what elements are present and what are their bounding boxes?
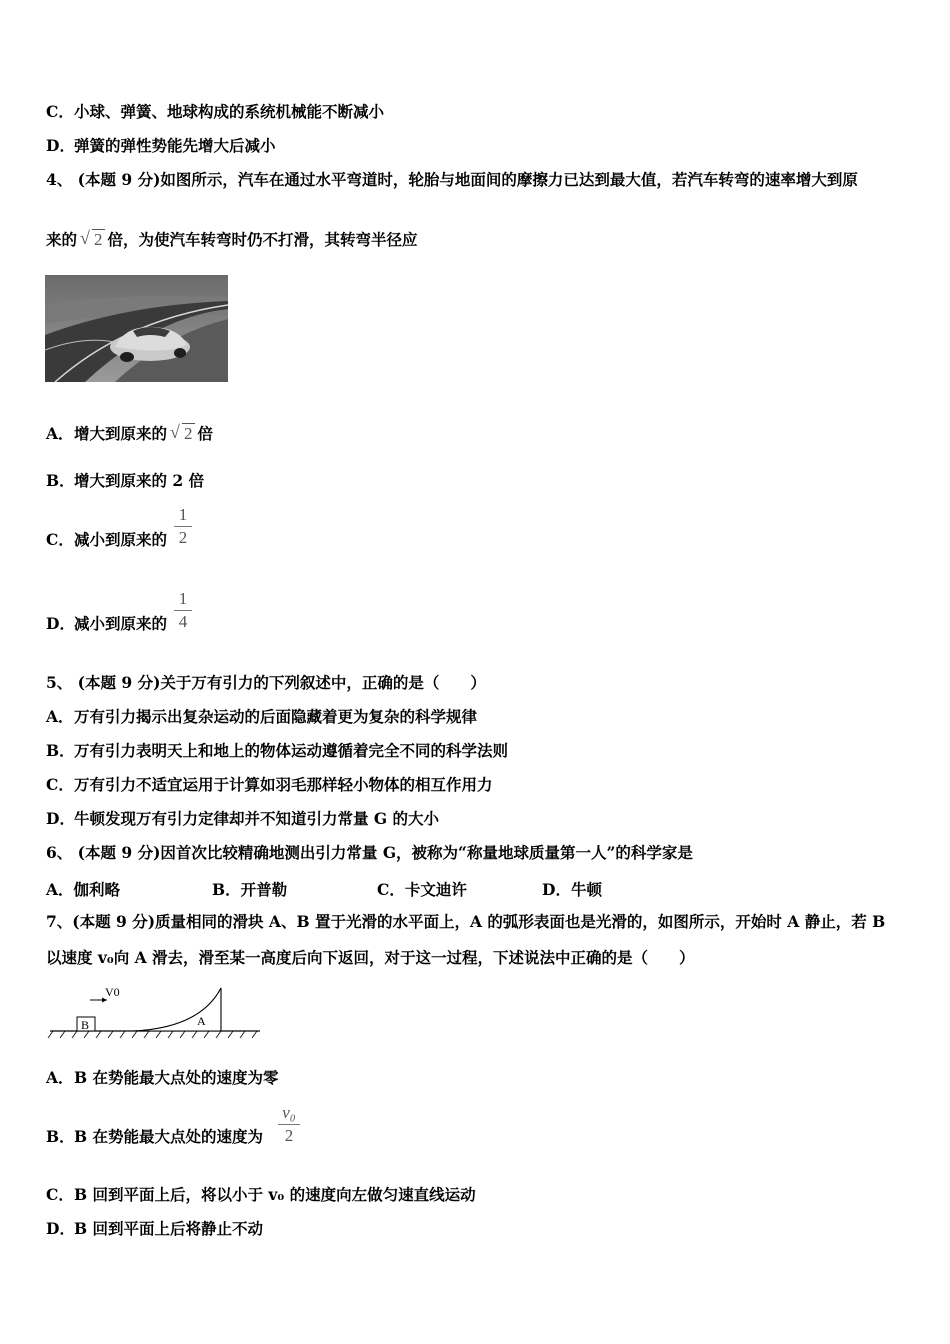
option-label: B． xyxy=(46,471,75,490)
option-text: B 回到平面上后，将以小于 v₀ 的速度向左做匀速直线运动 xyxy=(74,1185,476,1204)
sqrt-expression: √ 2 xyxy=(80,228,103,249)
q4-option-b xyxy=(46,471,204,491)
option-text: 减小到原来的 xyxy=(74,530,168,549)
sliding-blocks-diagram xyxy=(45,980,265,1042)
option-text: B 在势能最大点处的速度为零 xyxy=(74,1068,279,1087)
option-text: 增大到原来的 2 倍 xyxy=(74,471,205,490)
option-text: 万有引力揭示出复杂运动的后面隐藏着更为复杂的科学规律 xyxy=(74,707,478,726)
q7-option-a xyxy=(46,1068,279,1088)
q3-option-c xyxy=(46,102,384,122)
option-text: B 在势能最大点处的速度为 xyxy=(74,1127,263,1146)
q6-stem: 6、 (本题 9 分)因首次比较精确地测出引力常量 G，被称为“称量地球质量第一人”的科学家是 xyxy=(46,843,693,862)
block-a-label: A xyxy=(197,1014,206,1028)
option-label: C． xyxy=(46,102,74,121)
curved-road-car-photo xyxy=(45,275,228,382)
q5-option-d xyxy=(46,809,439,829)
option-label: D． xyxy=(46,614,75,633)
sqrt-radicand: 2 xyxy=(184,424,193,443)
q4-stem-line2 xyxy=(46,230,418,250)
option-label: D． xyxy=(46,1219,75,1238)
block-b-label: B xyxy=(81,1018,90,1032)
q7-option-c xyxy=(46,1185,476,1205)
q7-stem-line1: 7、(本题 9 分)质量相同的滑块 A、B 置于光滑的水平面上，A 的弧形表面也是光滑的，如图所示，开始时 A 静止，若 B xyxy=(46,912,886,931)
option-text: 牛顿发现万有引力定律却并不知道引力常量 G 的大小 xyxy=(74,809,440,828)
q5-option-a xyxy=(46,707,477,727)
option-label: C． xyxy=(46,1185,74,1204)
sqrt-expression: √ 2 xyxy=(170,422,193,443)
q7-option-d xyxy=(46,1219,263,1239)
option-label: A． xyxy=(46,424,74,443)
option-text: 万有引力不适宜运用于计算如羽毛那样轻小物体的相互作用力 xyxy=(74,775,493,794)
option-text: 倍 xyxy=(197,424,214,443)
q7-option-b xyxy=(46,1127,263,1147)
option-label: A． xyxy=(46,1068,74,1087)
option-text: 弹簧的弹性势能先增大后减小 xyxy=(74,136,276,155)
q5-option-b xyxy=(46,741,508,761)
q5-option-c xyxy=(46,775,493,795)
fraction-one-quarter xyxy=(174,589,192,632)
option-label: C． xyxy=(46,775,74,794)
q6-option-c: C．卡文迪许 xyxy=(377,880,467,899)
option-text: 减小到原来的 xyxy=(74,614,168,633)
q5-stem: 5、 (本题 9 分)关于万有引力的下列叙述中，正确的是（ ） xyxy=(46,673,486,692)
sqrt-radicand: 2 xyxy=(94,230,103,249)
option-text: B 回到平面上后将静止不动 xyxy=(74,1219,263,1238)
option-text: 小球、弹簧、地球构成的系统机械能不断减小 xyxy=(74,102,385,121)
q4-stem-text: 来的 xyxy=(46,230,78,249)
fraction-numerator: 1 xyxy=(178,505,188,524)
option-label: D． xyxy=(46,809,75,828)
q4-option-a xyxy=(46,424,213,444)
option-label: B． xyxy=(46,1127,75,1146)
fraction-v0-over-2 xyxy=(278,1103,300,1146)
fraction-numerator: 1 xyxy=(178,589,188,608)
q3-option-d xyxy=(46,136,276,156)
option-label: A． xyxy=(46,707,74,726)
option-text: 万有引力表明天上和地上的物体运动遵循着完全不同的科学法则 xyxy=(74,741,509,760)
fraction-denominator: 2 xyxy=(178,528,188,547)
fraction-denominator: 4 xyxy=(178,612,188,631)
fraction-one-half xyxy=(174,505,192,548)
q6-option-d: D．牛顿 xyxy=(542,880,602,899)
q6-option-b: B．开普勒 xyxy=(212,880,288,899)
option-label: D． xyxy=(46,136,75,155)
q4-option-c xyxy=(46,530,167,550)
fraction-denominator: 2 xyxy=(284,1126,294,1145)
velocity-label: V0 xyxy=(105,985,120,999)
option-label: B． xyxy=(46,741,75,760)
fraction-numerator: v₀ xyxy=(282,1103,296,1122)
q6-option-a: A．伽利略 xyxy=(46,880,121,899)
q7-stem-line2: 以速度 v₀向 A 滑去，滑至某一高度后向下返回，对于这一过程，下述说法中正确的是（ ） xyxy=(46,948,695,967)
option-label: C． xyxy=(46,530,74,549)
q4-option-d xyxy=(46,614,167,634)
option-text: 增大到原来的 xyxy=(74,424,168,443)
q4-stem-line1: 4、 (本题 9 分)如图所示，汽车在通过水平弯道时，轮胎与地面间的摩擦力已达到最大值，若汽车转弯的速率增大到原 xyxy=(46,170,858,189)
q4-stem-text: 倍，为使汽车转弯时仍不打滑，其转弯半径应 xyxy=(107,230,418,249)
block-a xyxy=(133,988,221,1031)
